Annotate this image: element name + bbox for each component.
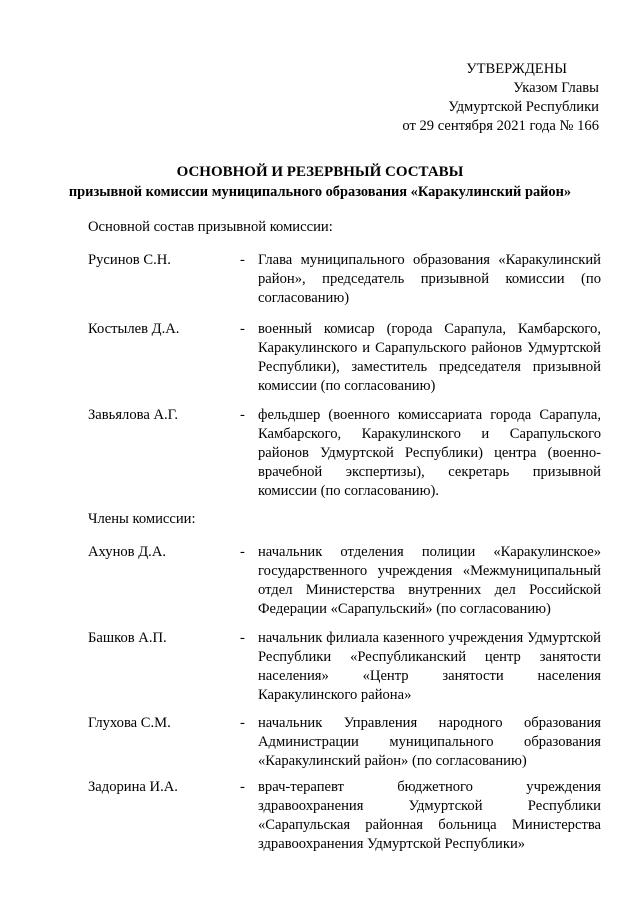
member-name: Костылев Д.А.	[88, 321, 180, 337]
member-dash: -	[240, 321, 245, 337]
approval-line-date: от 29 сентября 2021 года № 166	[402, 118, 599, 134]
member-role: начальник филиала казенного учреждения Удмуртской Республики «Республиканский центр занятости населения» «Центр занятости населения Каракулинского района»	[258, 630, 601, 703]
member-role: начальник отделения полиции «Каракулинское» государственного учреждения «Межмуниципальный отдел Министерства внутренних дел Российской Федерации «Сарапульский» (по согласованию)	[258, 544, 601, 617]
member-role: врач-терапевт бюджетного учреждения здравоохранения Удмуртской Республики «Сарапульская районная больница Министерства здравоохранения Удмуртской Республики»	[258, 779, 601, 852]
main-composition-heading: Основной состав призывной комиссии:	[88, 219, 333, 235]
member-name: Башков А.П.	[88, 630, 167, 646]
member-role: фельдшер (военного комиссариата города Сарапула, Камбарского, Каракулинского и Сарапульского районов Удмуртской Республики) центра (военно-врачебной экспертизы), секретарь призывной комиссии (по согласованию).	[258, 407, 601, 499]
member-name: Завьялова А.Г.	[88, 407, 179, 423]
document-title: ОСНОВНОЙ И РЕЗЕРВНЫЙ СОСТАВЫ	[176, 164, 464, 180]
approval-line-republic: Удмуртской Республики	[448, 99, 599, 115]
member-dash: -	[240, 252, 245, 268]
member-dash: -	[240, 779, 245, 795]
member-role: начальник Управления народного образования Администрации муниципального образования «Каракулинский район» (по согласованию)	[258, 715, 601, 769]
member-role: военный комисар (города Сарапула, Камбарского, Каракулинского и Сарапульского районов Удмуртской Республики), заместитель председателя призывной комиссии (по согласованию)	[258, 321, 601, 394]
member-dash: -	[240, 544, 245, 560]
member-name: Русинов С.Н.	[88, 252, 171, 268]
approval-title: УТВЕРЖДЕНЫ	[466, 61, 567, 77]
member-dash: -	[240, 407, 245, 423]
member-name: Ахунов Д.А.	[88, 544, 167, 560]
member-dash: -	[240, 715, 245, 731]
document-subtitle: призывной комиссии муниципального образования «Каракулинский район»	[68, 184, 572, 200]
member-dash: -	[240, 630, 245, 646]
approval-block	[299, 60, 599, 136]
commission-members-heading: Члены комиссии:	[88, 511, 196, 527]
member-name: Задорина И.А.	[88, 779, 178, 795]
member-role: Глава муниципального образования «Каракулинский район», председатель призывной комиссии (по согласованию)	[258, 252, 601, 306]
approval-line-decree: Указом Главы	[513, 80, 599, 96]
member-name: Глухова С.М.	[88, 715, 171, 731]
